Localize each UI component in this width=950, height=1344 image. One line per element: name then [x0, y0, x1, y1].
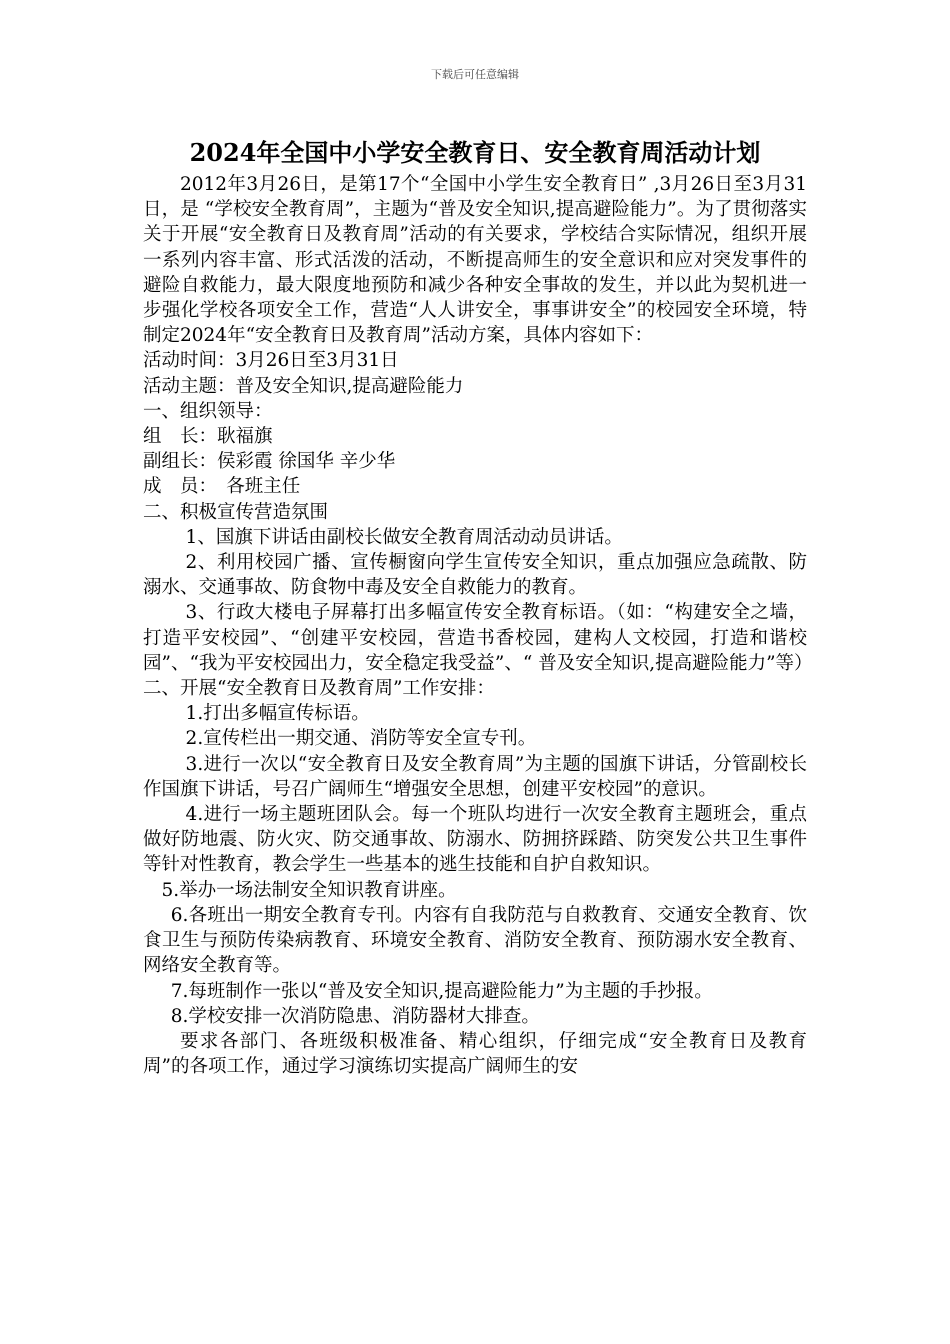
vice-leader-line: 副组长：侯彩霞 徐国华 辛少华 [143, 451, 396, 473]
leader-line: 组 长：耿福旗 [143, 426, 273, 448]
list-item: 2.宣传栏出一期交通、消防等安全宣专刊。 [185, 728, 537, 750]
list-item: 1.打出多幅宣传标语。 [185, 703, 370, 725]
list-item: 6.各班出一期安全教育专刊。内容有自我防范与自救教育、交通安全教育、饮食卫生与预防传染病教育、环境安全教育、消防安全教育、预防溺水安全教育、网络安全教育等。 [143, 904, 807, 977]
list-item: 3、行政大楼电子屏幕打出多幅宣传安全教育标语。（如：“构建安全之墙，打造平安校园”、“创建平安校园，营造书香校园，建构人文校园，打造和谐校园”、“我为平安校园出力，安全稳定我受益”、“ 普及安全知识,提高避险能力”等） [143, 602, 813, 674]
activity-theme: 活动主题：普及安全知识,提高避险能力 [143, 375, 464, 397]
list-item: 3.进行一次以“安全教育日及安全教育周”为主题的国旗下讲话，分管副校长作国旗下讲话，号召广阔师生“增强安全思想，创建平安校园”的意识。 [143, 753, 807, 800]
list-item: 1、国旗下讲话由副校长做安全教育周活动动员讲话。 [185, 526, 623, 548]
section-heading-organization: 一、组织领导： [143, 400, 273, 422]
section-heading-publicity: 二、积极宣传营造氛围 [143, 501, 329, 523]
list-item: 7.每班制作一张以“普及安全知识,提高避险能力”为主题的手抄报。 [170, 980, 713, 1002]
closing-paragraph: 要求各部门、各班级积极准备、精心组织，仔细完成“安全教育日及教育周”的各项工作，通过学习演练切实提高广阔师生的安 [143, 1030, 807, 1078]
section-heading-arrangements: 二、开展“安全教育日及教育周”工作安排： [143, 678, 495, 700]
page-header: 下载后可任意编辑 [431, 68, 519, 81]
list-item: 2、利用校园广播、宣传橱窗向学生宣传安全知识，重点加强应急疏散、防溺水、交通事故、防食物中毒及安全自救能力的教育。 [143, 552, 807, 599]
intro-paragraph: 2012年3月26日，是第17个“全国中小学生安全教育日” ,3月26日至3月31日，是 “学校安全教育周”，主题为“普及安全知识,提高避险能力”。为了贯彻落实关于开展“安全教育日及教育周”活动的有关要求，学校结合实际情况，组织开展一系列内容丰富、形式活泼的活动，不断提高师生的安全意识和应对突发事件的避险自救能力，最大限度地预防和减少各种安全事故的发生，并以此为契机进一步强化学校各项安全工作，营造“人人讲安全，事事讲安全”的校园安全环境，特制定2024年“安全教育日及教育周”活动方案，具体内容如下： [143, 174, 807, 347]
members-line: 成 员： 各班主任 [143, 476, 301, 498]
list-item: 8.学校安排一次消防隐患、消防器材大排查。 [170, 1005, 540, 1027]
list-item: 5.举办一场法制安全知识教育讲座。 [161, 879, 457, 901]
list-item: 4.进行一场主题班团队会。每一个班队均进行一次安全教育主题班会，重点做好防地震、防火灾、防交通事故、防溺水、防拥挤踩踏、防突发公共卫生事件等针对性教育，教会学生一些基本的逃生技能和自护自救知识。 [143, 804, 807, 876]
activity-time: 活动时间：3月26日至3月31日 [143, 350, 399, 372]
document-body [143, 172, 813, 1079]
document-title: 2024年全国中小学安全教育日、安全教育周活动计划 [189, 138, 761, 167]
